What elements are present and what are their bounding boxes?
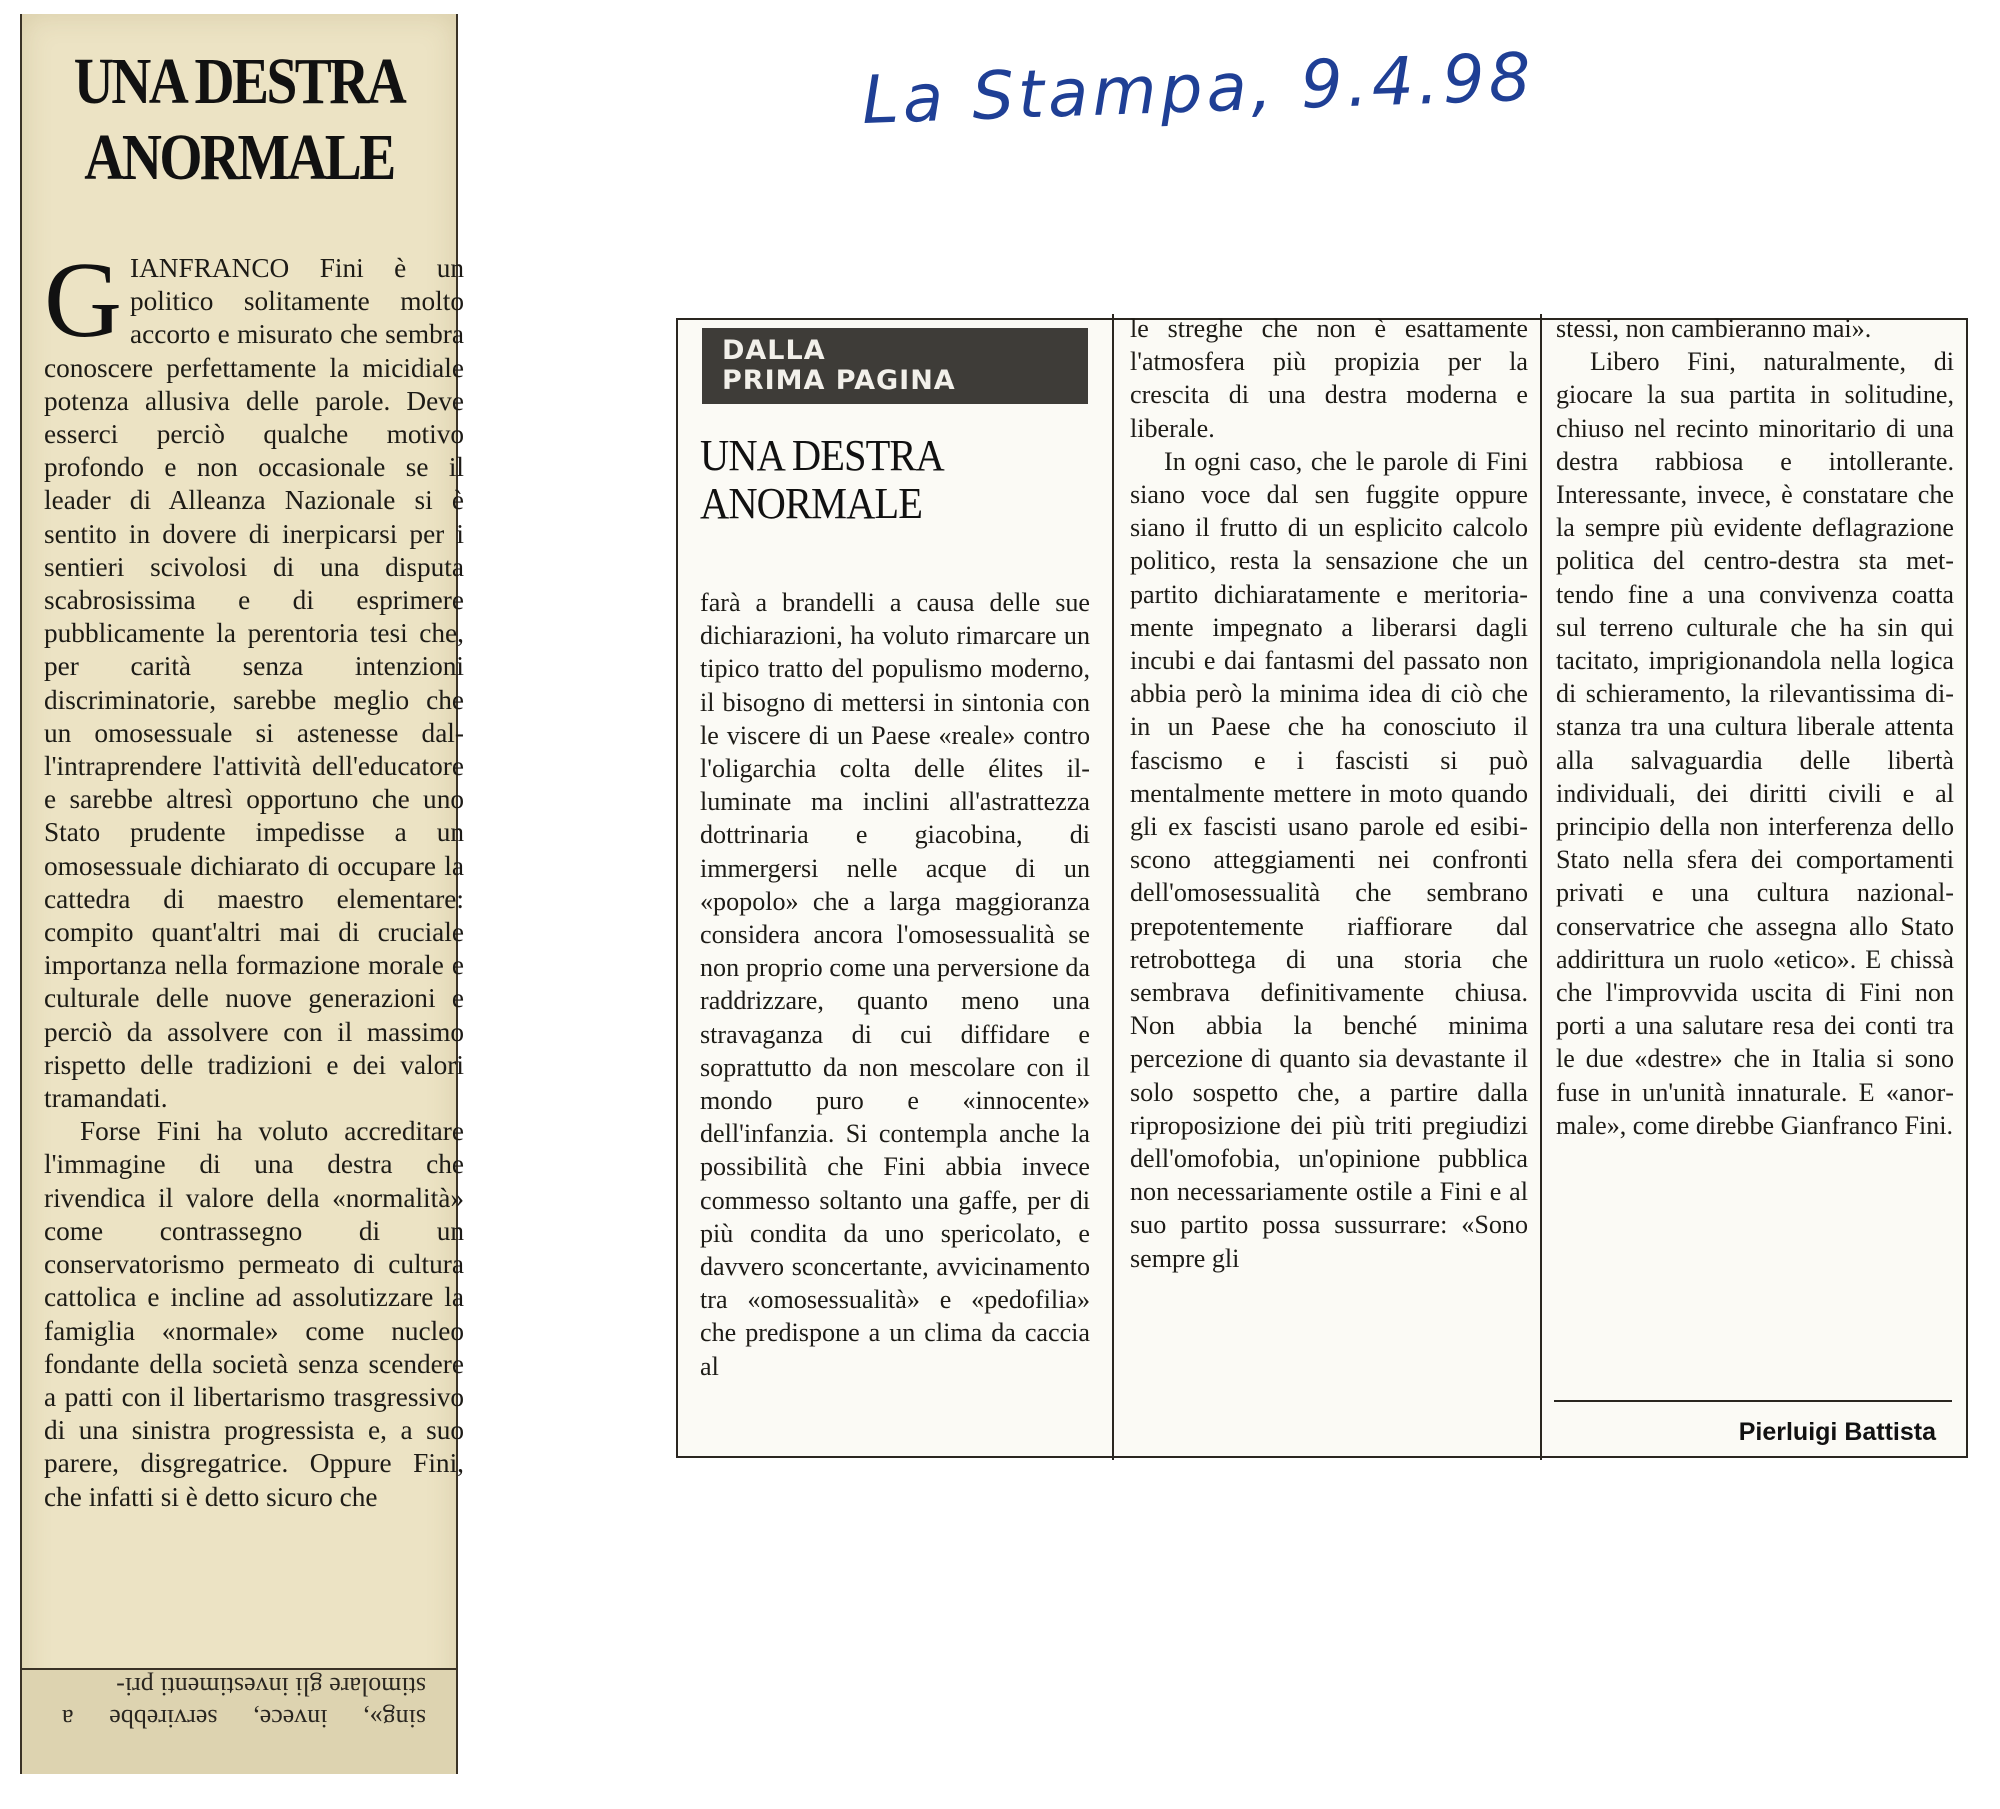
left-headline-line-1: UNA DESTRA (73, 45, 405, 118)
left-paragraph-1-text: IANFRANCO Fini è un politico solitamente molto accorto e misurato che sembra conoscere perfettamente la micidiale potenza allusiva delle parole. Deve esserci perciò qualche motivo profondo e non occasionale se il leader di Alleanza Nazionale si è sentito in dovere di inerpicarsi per i sentieri scivolosi di una disputa scabrosissima e di esprimere pubblicamente la perentoria tesi che, per carità senza intenzioni discriminatorie, sarebbe meglio che un omosessuale si astenesse dall'intraprendere l'attività dell'educatore e sarebbe altresì opportuno che uno Stato prudente impedisse a un omosessuale dichiarato di occupare la cattedra di maestro elementare: compito quant'altri mai di cruciale importanza nella formazione morale e culturale delle nuove generazioni e perciò da assolvere con il massimo rispetto delle tradizioni e dei valori tramandati. (44, 253, 464, 1114)
article-column-2 (1130, 312, 1528, 1275)
column-divider-2 (1540, 314, 1542, 1460)
section-banner (702, 328, 1088, 404)
author-byline: Pierluigi Battista (1738, 1418, 1936, 1446)
drop-cap: G (44, 241, 122, 360)
column-2-text-b: In ogni caso, che le parole di Fini siano voce dal sen fuggite oppure siano il frutto di un esplicito calcolo politico, resta la sensazione che un partito dichiaratamente e meritoriamente impegnato a liberarsi dagli incubi e dai fantasmi del passato non abbia però la minima idea di ciò che in un Paese che ha conosciuto il fascismo e i fascisti si può mentalmente mettere in moto quando gli ex fascisti usano parole ed esibiscono atteggiamenti nei confronti dell'omosessualità che sembrano prepotentemente riaffiorare dal retrobottega di una storia che sembrava definitivamente chiusa. Non abbia la benché minima percezione di quanto sia devastante il solo sospetto che, a partire dalla riproposizione dei più triti pregiudizi dell'omofobia, un'opinione pubblica non necessariamente ostile a Fini e al suo partito possa sussurrare: «Sono sempre gli (1130, 446, 1528, 1273)
article-column-1 (700, 586, 1090, 1383)
column-1-text: farà a brandelli a causa delle sue dichiarazioni, ha voluto rimarcare un tipico tratto del populismo moderno, il bisogno di mettersi in sintonia con le viscere di un Paese «reale» contro l'oligarchia colta delle élites illuminate ma inclini all'astrattezza dottrinaria e giacobina, di immergersi nelle acque di un «popolo» che a larga maggioranza considera ancora l'omosessualità se non proprio come una perversione da raddrizzare, quanto meno una stravaganza di cui diffidare e soprattutto da non mescolare con il mondo puro e «innocente» dell'infanzia. Si contempla anche la possibilità che Fini abbia invece commesso soltanto una gaffe, per di più condita da uno spericolato, e davvero sconcertante, avvicinamento tra «omosessualità» e «pedofilia» che predispone a un clima da caccia al (700, 588, 1090, 1381)
banner-line-2: PRIMA PAGINA (722, 365, 956, 396)
right-headline-line-1: UNA DESTRA (700, 431, 944, 480)
left-newspaper-clipping (20, 14, 464, 1774)
left-headline-line-2: ANORMALE (84, 121, 394, 194)
column-divider-1 (1112, 314, 1114, 1460)
column-3-text-b: Libero Fini, naturalmente, di giocare la sua partita in solitudine, chiuso nel recinto minoritario di una destra rabbiosa e intollerante. Interessante, invece, è constatare che la sempre più evidente deflagrazione politica del centro-destra sta mettendo fine a una convivenza coatta sul terreno culturale che ha sin qui tacitato, imprigionandola nella logica di schieramento, la rilevantissima distanza tra una cultura liberale attenta alla salvaguardia delle libertà individuali, dei diritti civili e al principio della non interferenza dello Stato nella sfera dei comportamenti privati e una cultura nazional-conservatrice che assegna allo Stato addirittura un ruolo «etico». E chissà che l'improvvida uscita di Fini non porti a una salutare resa dei conti tra le due «destre» che in Italia si sono fuse in un'unità innaturale. E «anormale», come direbbe Gianfranco Fini. (1556, 347, 1954, 1140)
column-3-text-a: stessi, non cambieranno mai». (1556, 314, 1872, 343)
left-paragraph-1 (44, 241, 464, 1115)
upside-down-strip (22, 1668, 456, 1774)
right-headline (700, 432, 1050, 528)
column-2-text-a: le streghe che non è esattamente l'atmosfera più propizia per la crescita di una destra moderna e liberale. (1130, 314, 1528, 443)
right-newspaper-clipping (676, 314, 1968, 1458)
left-paragraph-2: Forse Fini ha voluto accreditare l'immagine di una destra che rivendica il valore della «normalità» come contrassegno di un conservatorismo permeato di cultura cattolica e incline ad assolutizzare la famiglia «normale» come nucleo fondante della società senza scendere a patti con il libertarismo trasgressivo di una sinistra progressista e, a suo parere, disgregatrice. Oppure Fini, che infatti si è detto sicuro che (44, 1116, 464, 1512)
left-article-body (44, 241, 464, 1514)
left-headline (57, 44, 422, 196)
handwritten-source-note: La Stampa, 9.4.98 (860, 38, 1536, 139)
right-headline-line-2: ANORMALE (700, 479, 923, 528)
upside-down-text: sing», invece, servirebbe a stimolare gli investimenti pri- (62, 1672, 426, 1733)
article-column-3 (1556, 312, 1954, 1142)
byline-separator (1554, 1400, 1952, 1402)
banner-line-1: DALLA (722, 335, 826, 366)
